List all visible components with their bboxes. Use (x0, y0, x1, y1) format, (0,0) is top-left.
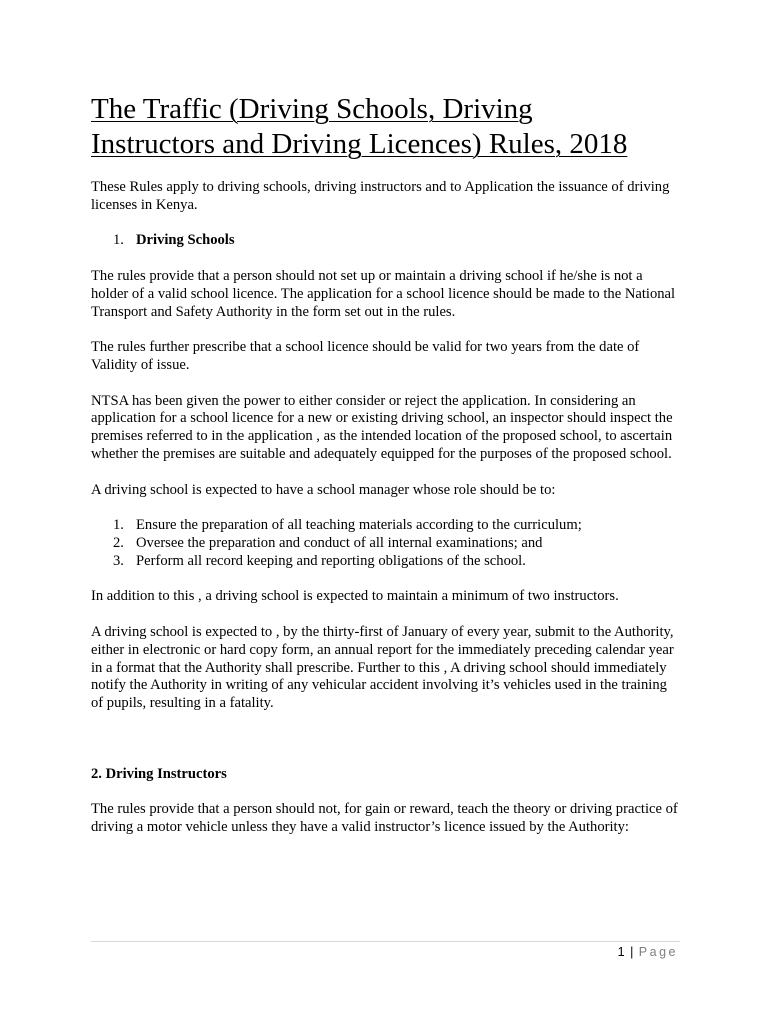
list-item-number: 2. (113, 534, 124, 551)
page-footer (618, 944, 678, 960)
blank-lines (91, 731, 681, 766)
section-1-paragraph: In addition to this , a driving school is expected to maintain a minimum of two instructors. (91, 588, 619, 605)
section-1-paragraph: A driving school is expected to have a school manager whose role should be to: (91, 481, 556, 498)
section-1-paragraph: A driving school is expected to , by the thirty-first of January of every year, submit to the Authority, either in electronic or hard copy form, an annual report for the immediately preceding calendar year in a format that the Authority shall prescribe. Further to this , A driving school should immediately notify the Authority in writing of any vehicular accident involving it’s vehicles used in the training of pupils, resulting in a fatality. (91, 623, 674, 712)
list-item-text: Oversee the preparation and conduct of all internal examinations; and (136, 534, 543, 551)
document-body (91, 92, 681, 855)
page-number: 1 (617, 945, 625, 959)
document-title-line1: The Traffic (Driving Schools, Driving (91, 93, 533, 125)
section-1-heading (91, 232, 681, 250)
section-1-number: 1. (113, 232, 124, 249)
section-1-paragraph: The rules further prescribe that a school licence should be valid for two years from the date of Validity of issue. (91, 339, 640, 373)
list-item (91, 553, 681, 571)
list-item-text: Perform all record keeping and reporting obligations of the school. (136, 552, 526, 569)
section-1-paragraph: The rules provide that a person should not set up or maintain a driving school if he/she is not a holder of a valid school licence. The application for a school licence should be made to the National Transport and Safety Authority in the form set out in the rules. (91, 267, 676, 320)
list-item (91, 535, 681, 553)
footer-divider (91, 941, 680, 942)
intro-paragraph: These Rules apply to driving schools, driving instructors and to Application the issuance of driving licenses in Kenya. (91, 179, 670, 213)
section-2-heading: 2. Driving Instructors (91, 765, 227, 782)
list-item-number: 3. (113, 552, 124, 569)
list-item-number: 1. (113, 517, 124, 534)
page-label: Page (638, 945, 678, 959)
document-title (91, 92, 681, 162)
section-1-title: Driving Schools (136, 232, 235, 249)
section-1-paragraph: NTSA has been given the power to either consider or reject the application. In considering an application for a school licence for a new or existing driving school, an inspector should inspect the premises referred to in the application , as the intended location of the proposed school, to ascertain whether the premises are suitable and adequately equipped for the purposes of the proposed school. (91, 392, 673, 462)
list-item (91, 517, 681, 535)
manager-duties-list (91, 517, 681, 570)
list-item-text: Ensure the preparation of all teaching materials according to the curriculum; (136, 517, 582, 534)
section-2-paragraph: The rules provide that a person should not, for gain or reward, teach the theory or driving practice of driving a motor vehicle unless they have a valid instructor’s licence issued by the Authority: (91, 801, 678, 836)
footer-separator: | (630, 945, 634, 959)
document-title-line2: Instructors and Driving Licences) Rules, 2018 (91, 128, 628, 160)
